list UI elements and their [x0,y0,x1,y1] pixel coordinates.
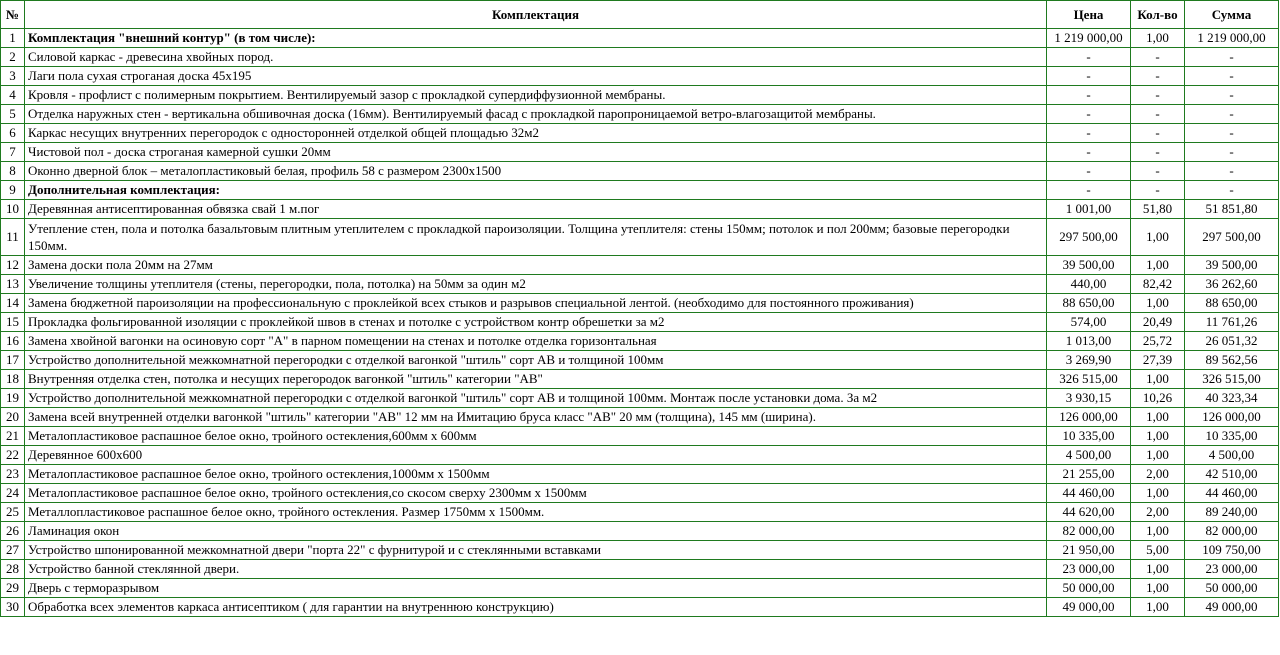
row-quantity: 27,39 [1131,351,1185,370]
row-description: Кровля - профлист с полимерным покрытием. Вентилируемый зазор с прокладкой супердиффузионной мембраны. [25,86,1047,105]
row-sum: 10 335,00 [1185,427,1279,446]
row-description: Устройство дополнительной межкомнатной перегородки с отделкой вагонкой "штиль" сорт АВ и толщиной 100мм. Монтаж после установки дома. За м2 [25,389,1047,408]
row-quantity: 1,00 [1131,29,1185,48]
row-quantity: 1,00 [1131,408,1185,427]
row-sum: 89 240,00 [1185,503,1279,522]
row-price: 1 013,00 [1047,332,1131,351]
row-price: 574,00 [1047,313,1131,332]
row-quantity: 5,00 [1131,541,1185,560]
row-price: 1 219 000,00 [1047,29,1131,48]
row-price: 326 515,00 [1047,370,1131,389]
table-row [1,48,1279,67]
row-sum: 11 761,26 [1185,313,1279,332]
row-description: Утепление стен, пола и потолка базальтовым плитным утеплителем с прокладкой пароизоляции. Толщина утеплителя: стены 150мм; потолок и пол 200мм; базовые перегородки 150мм. [25,219,1047,256]
row-number: 18 [1,370,25,389]
row-sum: - [1185,143,1279,162]
row-price: 10 335,00 [1047,427,1131,446]
row-price: 126 000,00 [1047,408,1131,427]
row-sum: - [1185,86,1279,105]
row-description: Устройство шпонированной межкомнатной двери "порта 22" с фурнитурой и с стеклянными вставками [25,541,1047,560]
row-quantity: 1,00 [1131,446,1185,465]
row-quantity: 1,00 [1131,219,1185,256]
row-quantity: 1,00 [1131,370,1185,389]
row-number: 15 [1,313,25,332]
row-sum: 36 262,60 [1185,275,1279,294]
row-number: 30 [1,598,25,617]
row-description: Комплектация "внешний контур" (в том числе): [25,29,1047,48]
row-sum: 40 323,34 [1185,389,1279,408]
table-row [1,86,1279,105]
row-sum: 326 515,00 [1185,370,1279,389]
row-sum: - [1185,105,1279,124]
row-price: - [1047,105,1131,124]
row-number: 5 [1,105,25,124]
row-number: 21 [1,427,25,446]
row-description: Увеличение толщины утеплителя (стены, перегородки, пола, потолка) на 50мм за один м2 [25,275,1047,294]
row-number: 28 [1,560,25,579]
row-quantity: 10,26 [1131,389,1185,408]
row-price: 50 000,00 [1047,579,1131,598]
header-quantity: Кол-во [1131,1,1185,29]
table-body [1,29,1279,617]
row-sum: 44 460,00 [1185,484,1279,503]
row-price: 44 620,00 [1047,503,1131,522]
row-price: 44 460,00 [1047,484,1131,503]
row-number: 13 [1,275,25,294]
row-sum: - [1185,67,1279,86]
row-quantity: 20,49 [1131,313,1185,332]
table-row [1,275,1279,294]
table-row [1,29,1279,48]
row-sum: - [1185,48,1279,67]
table-row [1,162,1279,181]
row-sum: 82 000,00 [1185,522,1279,541]
row-quantity: - [1131,124,1185,143]
row-number: 27 [1,541,25,560]
row-number: 26 [1,522,25,541]
row-quantity: 1,00 [1131,560,1185,579]
row-number: 16 [1,332,25,351]
row-price: 21 950,00 [1047,541,1131,560]
table-row [1,294,1279,313]
table-row [1,503,1279,522]
row-description: Замена бюджетной пароизоляции на профессиональную с проклейкой всех стыков и разрывов специальной лентой. (необходимо для постоянного проживания) [25,294,1047,313]
row-quantity: 82,42 [1131,275,1185,294]
header-description: Комплектация [25,1,1047,29]
row-sum: 109 750,00 [1185,541,1279,560]
row-quantity: - [1131,86,1185,105]
row-number: 10 [1,200,25,219]
row-quantity: 1,00 [1131,522,1185,541]
table-row [1,427,1279,446]
row-price: - [1047,143,1131,162]
row-quantity: 1,00 [1131,598,1185,617]
row-price: - [1047,181,1131,200]
row-description: Устройство дополнительной межкомнатной перегородки с отделкой вагонкой "штиль" сорт АВ и толщиной 100мм [25,351,1047,370]
table-row [1,181,1279,200]
row-quantity: 1,00 [1131,256,1185,275]
row-description: Отделка наружных стен - вертикальна обшивочная доска (16мм). Вентилируемый фасад с прокладкой паропроницаемой ветро-влагозащитой мембраны. [25,105,1047,124]
row-price: 4 500,00 [1047,446,1131,465]
table-row [1,370,1279,389]
row-number: 1 [1,29,25,48]
row-number: 20 [1,408,25,427]
row-price: 3 269,90 [1047,351,1131,370]
row-description: Ламинация окон [25,522,1047,541]
table-row [1,351,1279,370]
table-row [1,219,1279,256]
row-quantity: 1,00 [1131,484,1185,503]
row-description: Внутренняя отделка стен, потолка и несущих перегородок вагонкой "штиль" категории "АВ" [25,370,1047,389]
row-price: 440,00 [1047,275,1131,294]
row-number: 6 [1,124,25,143]
row-sum: 49 000,00 [1185,598,1279,617]
table-row [1,313,1279,332]
row-price: 297 500,00 [1047,219,1131,256]
row-sum: 89 562,56 [1185,351,1279,370]
row-number: 9 [1,181,25,200]
row-description: Металопластиковое распашное белое окно, тройного остекления,600мм х 600мм [25,427,1047,446]
row-quantity: 1,00 [1131,294,1185,313]
row-sum: - [1185,181,1279,200]
row-description: Прокладка фольгированной изоляции с проклейкой швов в стенах и потолке с устройством контр обрешетки за м2 [25,313,1047,332]
table-row [1,256,1279,275]
row-quantity: - [1131,143,1185,162]
row-price: - [1047,124,1131,143]
row-description: Замена хвойной вагонки на осиновую сорт "А" в парном помещении на стенах и потолке отделка горизонтальная [25,332,1047,351]
table-row [1,579,1279,598]
table-row [1,105,1279,124]
table-row [1,124,1279,143]
row-description: Оконно дверной блок – металопластиковый белая, профиль 58 с размером 2300х1500 [25,162,1047,181]
row-price: 88 650,00 [1047,294,1131,313]
row-sum: 4 500,00 [1185,446,1279,465]
table-row [1,389,1279,408]
header-sum: Сумма [1185,1,1279,29]
row-description: Замена доски пола 20мм на 27мм [25,256,1047,275]
row-sum: 88 650,00 [1185,294,1279,313]
row-number: 24 [1,484,25,503]
header-price: Цена [1047,1,1131,29]
table-row [1,200,1279,219]
row-price: 82 000,00 [1047,522,1131,541]
table-row [1,408,1279,427]
row-number: 11 [1,219,25,256]
row-number: 23 [1,465,25,484]
header-row [1,1,1279,29]
row-description: Металопластиковое распашное белое окно, тройного остекления,1000мм х 1500мм [25,465,1047,484]
row-sum: - [1185,124,1279,143]
row-quantity: 51,80 [1131,200,1185,219]
table-row [1,484,1279,503]
row-sum: - [1185,162,1279,181]
table-row [1,465,1279,484]
row-description: Металлопластиковое распашное белое окно, тройного остекления. Размер 1750мм х 1500мм. [25,503,1047,522]
row-sum: 23 000,00 [1185,560,1279,579]
row-sum: 42 510,00 [1185,465,1279,484]
row-description: Устройство банной стеклянной двери. [25,560,1047,579]
table-row [1,446,1279,465]
row-number: 22 [1,446,25,465]
table-row [1,143,1279,162]
row-number: 29 [1,579,25,598]
row-price: 1 001,00 [1047,200,1131,219]
row-description: Чистовой пол - доска строганая камерной сушки 20мм [25,143,1047,162]
row-price: - [1047,48,1131,67]
table-row [1,332,1279,351]
header-number: № [1,1,25,29]
row-price: 23 000,00 [1047,560,1131,579]
row-description: Деревянное 600х600 [25,446,1047,465]
row-number: 17 [1,351,25,370]
row-description: Дополнительная комплектация: [25,181,1047,200]
row-description: Деревянная антисептированная обвязка свай 1 м.пог [25,200,1047,219]
row-quantity: 25,72 [1131,332,1185,351]
table-row [1,598,1279,617]
row-price: - [1047,162,1131,181]
row-sum: 26 051,32 [1185,332,1279,351]
table-row [1,522,1279,541]
row-sum: 126 000,00 [1185,408,1279,427]
row-price: - [1047,67,1131,86]
row-quantity: 1,00 [1131,579,1185,598]
row-quantity: - [1131,181,1185,200]
row-number: 8 [1,162,25,181]
table-row [1,67,1279,86]
row-quantity: 1,00 [1131,427,1185,446]
row-number: 4 [1,86,25,105]
row-number: 12 [1,256,25,275]
row-price: 49 000,00 [1047,598,1131,617]
row-price: 21 255,00 [1047,465,1131,484]
row-description: Силовой каркас - древесина хвойных пород. [25,48,1047,67]
row-sum: 1 219 000,00 [1185,29,1279,48]
table-row [1,541,1279,560]
row-quantity: - [1131,48,1185,67]
row-description: Лаги пола сухая строганая доска 45х195 [25,67,1047,86]
row-number: 14 [1,294,25,313]
row-price: 39 500,00 [1047,256,1131,275]
row-number: 7 [1,143,25,162]
row-description: Обработка всех элементов каркаса антисептиком ( для гарантии на внутреннюю конструкцию) [25,598,1047,617]
row-sum: 50 000,00 [1185,579,1279,598]
row-description: Каркас несущих внутренних перегородок с односторонней отделкой общей площадью 32м2 [25,124,1047,143]
row-quantity: - [1131,67,1185,86]
row-number: 2 [1,48,25,67]
row-sum: 297 500,00 [1185,219,1279,256]
table-row [1,560,1279,579]
row-sum: 51 851,80 [1185,200,1279,219]
row-price: 3 930,15 [1047,389,1131,408]
row-quantity: - [1131,162,1185,181]
row-quantity: 2,00 [1131,503,1185,522]
row-description: Дверь с терморазрывом [25,579,1047,598]
row-sum: 39 500,00 [1185,256,1279,275]
row-number: 25 [1,503,25,522]
row-description: Замена всей внутренней отделки вагонкой "штиль" категории "АВ" 12 мм на Имитацию бруса класс "АВ" 20 мм (толщина), 145 мм (ширина). [25,408,1047,427]
row-quantity: - [1131,105,1185,124]
row-quantity: 2,00 [1131,465,1185,484]
row-description: Металопластиковое распашное белое окно, тройного остекления,со скосом сверху 2300мм х 1500мм [25,484,1047,503]
row-number: 19 [1,389,25,408]
row-number: 3 [1,67,25,86]
row-price: - [1047,86,1131,105]
